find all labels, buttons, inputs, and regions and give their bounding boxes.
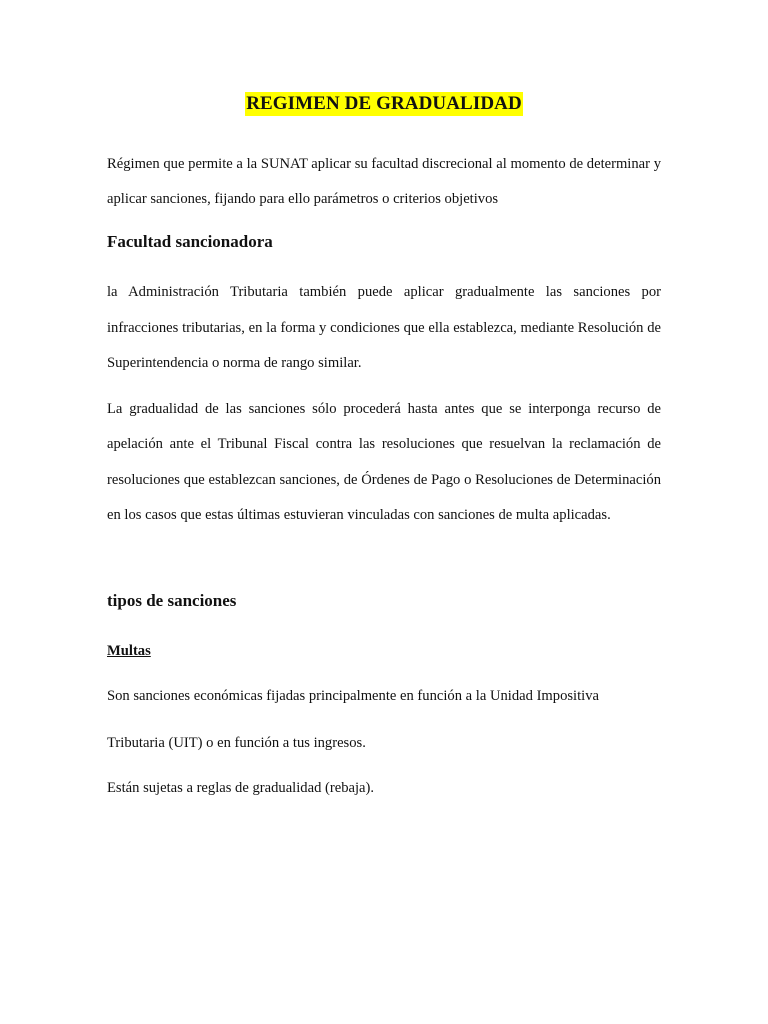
facultad-paragraph-1: la Administración Tributaria también puede aplicar gradualmente las sanciones por infracciones tributarias, en la forma y condiciones que ella establezca, mediante Resolución de Superintendencia o norma de rango similar. [107, 284, 661, 371]
multas-line-1: Son sanciones económicas fijadas principalmente en función a la Unidad Impositiva [107, 688, 599, 704]
document-title: REGIMEN DE GRADUALIDAD [246, 93, 522, 114]
facultad-paragraph-2: La gradualidad de las sanciones sólo procederá hasta antes que se interponga recurso de apelación ante el Tribunal Fiscal contra las resoluciones que resuelvan la reclamación de resoluciones que establezcan sanciones, de Órdenes de Pago o Resoluciones de Determinación en los casos que estas últimas estuvieran vinculadas con sanciones de multa aplicadas. [107, 401, 661, 523]
subheading-multas: Multas [107, 643, 151, 659]
intro-paragraph: Régimen que permite a la SUNAT aplicar su facultad discrecional al momento de determinar y aplicar sanciones, fijando para ello parámetros o criterios objetivos [107, 156, 661, 207]
multas-line-3: Están sujetas a reglas de gradualidad (rebaja). [107, 780, 375, 796]
section-heading-tipos: tipos de sanciones [107, 591, 237, 610]
multas-line-2: Tributaria (UIT) o en función a tus ingresos. [107, 735, 366, 751]
title-container [0, 92, 768, 116]
section-heading-facultad: Facultad sancionadora [107, 232, 273, 251]
